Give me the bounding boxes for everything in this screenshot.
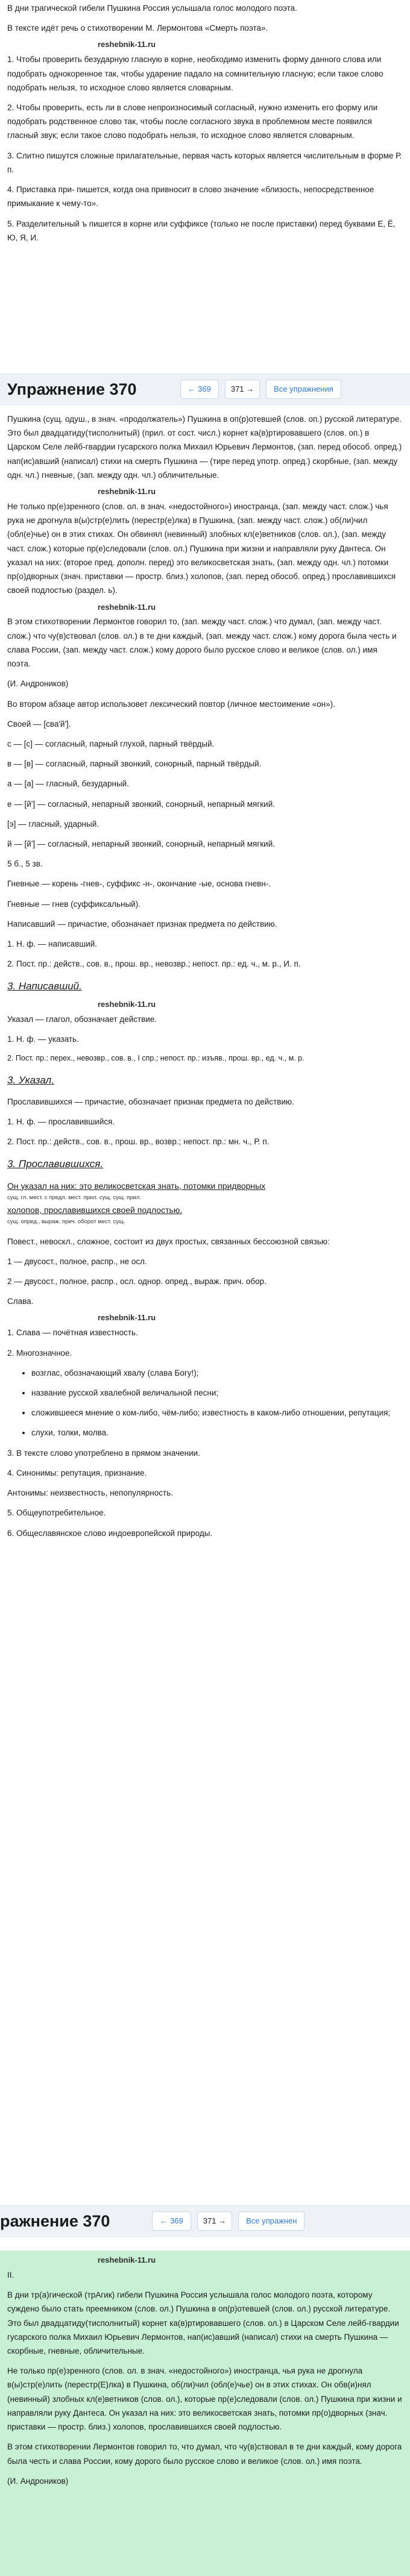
part-number: II. bbox=[7, 2270, 14, 2280]
lexical-meaning: 1. Слава — почётная известность. bbox=[7, 1328, 138, 1338]
meanings-list bbox=[7, 1366, 403, 1440]
rule-1: 1. Чтобы проверить безударную гласную в корне, необходимо изменить форму данного слова или подобрать однокоренное так, чтобы ударение падало на сомнительную гласную; если такое слово подобрать нельзя, то исходное слово является словарным. bbox=[7, 55, 383, 92]
sentence-part-1: 1 — двусост., полное, распр., не осл. bbox=[7, 1256, 147, 1266]
answer-paragraph: Не только пр(е)зренного (слов. ол. в знач. «недостойного») иностранца, чья рука не дрогнула в(ы)стр(е)лить (перестр(Е)лка) в Пушкина, об(ли)чил (обл(е)чье) он в этих стихах. Он обв(и)нял (невинный) злобных кл(е)ветников (слов. ол.), которые пр(е)следовали (слов. ол.) Пушкина при жизни и направляли руку Дантеса. Он указал на них: это великосветская знать, потомки пр(о)дворных (знач. приставки — простр. близ.) холопов, прославившихся своей подлостью. bbox=[7, 2366, 402, 2432]
prev-exercise-button[interactable]: ← 369 bbox=[180, 380, 219, 399]
watermark: reshebnik-11.ru bbox=[98, 2255, 156, 2264]
phonetic-word: Своей — [сва'й']. bbox=[7, 719, 71, 729]
watermark: reshebnik-11.ru bbox=[98, 602, 156, 612]
list-item: • сложившееся мнение о ком-либо, чём-либо; известность в каком-либо отношении, репутация; bbox=[31, 1406, 403, 1420]
author: (И. Андроников) bbox=[7, 679, 69, 689]
annot-labels: сущ. гл. мест. с предл. мест. прил. сущ. сущ. прил. bbox=[7, 1194, 141, 1201]
text-topic: В тексте идёт речь о стихотворении М. Лермонтова «Смерть поэта». bbox=[7, 24, 268, 33]
exercise-title: Упражнение 370 bbox=[7, 380, 137, 398]
phonetic-item: с — [с] — согласный, парный глухой, парный твёрдый. bbox=[7, 739, 215, 748]
phonetic-item: [э] — гласный, ударный. bbox=[7, 819, 99, 829]
exercise-nav-bar-2 bbox=[0, 2205, 410, 2237]
answer-paragraph: В дни тр(а)гической (трАгик) гибели Пушкина Россия услышала голос молодого поэта, которому суждено было стать преемником (слов. ол.) Пушкина в оп(р)отевшей (слов. ол.) русской литературе. Это был двадцатиду(тисполнитый) корнет ка(в)ртировавшего (слов. ол.) в Царском Селе лейб-гвардии гусарского полка Михаил Юрьевич Лермонтов, нап(ис)авший (написал) стихи на смерть Пушкина — скорбные, гневные, обличительные. bbox=[7, 2290, 399, 2355]
intro-line: В дни трагической гибели Пушкина Россия услышала голос молодого поэта. bbox=[7, 4, 297, 13]
lexical-polysemy: 2. Многозначное. bbox=[7, 1348, 72, 1358]
rule-2: 2. Чтобы проверить, есть ли в слове непроизносимый согласный, нужно изменить его форму или подобрать родственное слово так, чтобы после согласного звука в проблемном месте появился гласный звук; если такое слово подобрать нельзя, то исходное слово является словарным. bbox=[7, 102, 378, 140]
lexical-antonyms: Антонимы: неизвестность, непопулярность. bbox=[7, 1488, 173, 1498]
morph-parse: 2. Пост. пр.: перех., невозвр., сов. в., I спр.; непост. пр.: изъяв., прош. вр., ед. ч., м. р. bbox=[7, 1054, 304, 1063]
morph-parse: 1. Н. ф. — прославившийся. bbox=[7, 1117, 115, 1127]
rule-3: 3. Слитно пишутся сложные прилагательные, первая часть которых является числительным в форме Р. п. bbox=[7, 151, 402, 174]
morph-word: 3. Прославившихся. bbox=[7, 1158, 104, 1170]
annot-sentence-part: холопов, прославившихся своей подлостью. bbox=[7, 1205, 183, 1215]
list-item: • слухи, толки, молва. bbox=[31, 1426, 403, 1440]
phonetic-item: в — [в] — согласный, парный звонкий, сонорный, парный твёрдый. bbox=[7, 759, 262, 769]
list-item: • название русской хвалебной величальной песни; bbox=[31, 1386, 403, 1400]
next-exercise-button-2[interactable]: 371 → bbox=[197, 2211, 232, 2231]
phonetic-item: е — [й'] — согласный, непарный звонкий, сонорный, непарный мягкий. bbox=[7, 799, 275, 809]
morph-parse: Написавший — причастие, обозначает признак предмета по действию. bbox=[7, 919, 277, 929]
sentence-part-2: 2 — двусост., полное, распр., осл. однор. опред., выраж. прич. обор. bbox=[7, 1277, 266, 1286]
word-formation: Гневные — гнев (суффиксальный). bbox=[7, 899, 140, 909]
sentence-description: Повест., невоскл., сложное, состоит из двух простых, связанных бессоюзной связью: bbox=[7, 1236, 330, 1246]
morph-parse: 1. Н. ф. — указать. bbox=[7, 1034, 79, 1044]
lexical-synonyms: 4. Синонимы: репутация, признание. bbox=[7, 1468, 147, 1478]
annot-sentence-part: Он указал на них: это великосветская знать, потомки придворных bbox=[7, 1180, 266, 1191]
morph-word: 3. Указал. bbox=[7, 1074, 54, 1086]
analysis-paragraph: Не только пр(е)зренного (слов. ол. в знач. «недостойного») иностранца, (зап. между част. слож.) чья рука не дрогнула в(ы)стр(е)лить (перестр(е)лка) в Пушкина, (зап. между част. слож.) об(ли)чил (обл(е)чье) он в этих стихах. Он обвинял (невинный) злобных кл(е)ветников (слов. ол.), (зап. между част. слож.) которые пр(е)следовали (слов. ол.) Пушкина при жизни и направляли руку Дантеса. Он указал на них: (второе пред. дополн. перед) это великосветская знать, (зап. между одн. чл.) потомки пр(о)дворных (знач. приставки — простр. близ.) холопов, (зап. перед обособ. опред.) прославившихся своей подлостью (раздел. ь). bbox=[7, 501, 396, 595]
analysis-paragraph: В этом стихотворении Лермонтов говорил то, (зап. между част. слож.) что думал, (зап. между част. слож.) что чу(в)ствовал (слов. ол.) в те дни каждый, (зап. между част. слож.) кому дорога была честь и слава России, (зап. между част. слож.) кому дорого было русское слово и великое (слов. ол.) имя поэта. bbox=[7, 617, 397, 669]
analysis-note: Во втором абзаце автор использовет лексический повтор (личное местоимение «он»). bbox=[7, 699, 335, 709]
syntax-annotation bbox=[7, 1179, 403, 1227]
morph-parse: 2. Пост. пр.: действ., сов. в., прош. вр., возвр.; непост. пр.: мн. ч., Р. п. bbox=[7, 1137, 270, 1147]
morph-parse: 1. Н. ф. — написавший. bbox=[7, 939, 98, 949]
lexical-usage: 3. В тексте слово употреблено в прямом значении. bbox=[7, 1448, 200, 1458]
answer-author: (И. Андроников) bbox=[7, 2476, 69, 2486]
phonetic-item: й — [й'] — согласный, непарный звонкий, сонорный, непарный мягкий. bbox=[7, 839, 276, 849]
exercise-title-2: ражнение 370 bbox=[0, 2211, 110, 2230]
next-exercise-button[interactable]: 371 → bbox=[225, 380, 260, 399]
lexical-word: Слава. bbox=[7, 1297, 34, 1306]
rule-5: 5. Разделительный ъ пишется в корне или суффиксе (только не после приставки) перед буквами Е, Ё, Ю, Я, И. bbox=[7, 219, 396, 242]
analysis-paragraph: Пушкина (сущ. одуш., в знач. «продолжатель») Пушкина в оп(р)отевшей (слов. оп.) русской литературе. Это был двадцатиду(тисполнитый) (прил. от сост. числ.) корнет ка(в)ртировавшего (слов. оп.) в Царском Селе лейб-гвардии гусарского полка Михаил Юрьевич Лермонтов, (зап. перед обособ. опред.) нап(ис)авший (написал) стихи на смерть Пушкина — (тире перед употр. опред.) скорбные, (зап. между одн. чл.) гневные, (зап. между одн. чл.) обличительные. bbox=[7, 415, 402, 480]
watermark: reshebnik-11.ru bbox=[98, 1313, 156, 1323]
watermark: reshebnik-11.ru bbox=[98, 999, 156, 1009]
phonetic-count: 5 б., 5 зв. bbox=[7, 859, 43, 869]
answer-paragraph: В этом стихотворении Лермонтов говорил то, что думал, что чу(в)ствовал в те дни каждый, кому дорога была честь и слава России, кому дорого было русское слово и великое (слов. ол.) имя поэта. bbox=[7, 2442, 402, 2466]
morph-parse: 2. Пост. пр.: действ., сов. в., прош. вр., невозвр.; непост. пр.: ед. ч., м. р., И. п. bbox=[7, 959, 301, 969]
answer-block bbox=[0, 2251, 410, 2576]
solution-content bbox=[7, 0, 403, 251]
lexical-origin: 6. Общеславянское слово индоевропейской природы. bbox=[7, 1528, 213, 1538]
watermark: reshebnik-11.ru bbox=[98, 487, 156, 497]
analysis-section bbox=[7, 412, 403, 1546]
lexical-register: 5. Общеупотребительное. bbox=[7, 1508, 106, 1518]
morph-parse: Прославившихся — причастие, обозначает признак предмета по действию. bbox=[7, 1097, 294, 1106]
annot-labels: сущ. опред., выраж. прич. оборот мест. сущ. bbox=[7, 1218, 125, 1226]
exercise-nav-bar bbox=[0, 374, 410, 405]
all-exercises-button-2[interactable]: Все упражнен bbox=[238, 2211, 304, 2231]
phonetic-item: а — [а] — гласный, безударный. bbox=[7, 779, 129, 789]
morph-parse: Указал — глагол, обозначает действие. bbox=[7, 1014, 157, 1024]
morph-word: 3. Написавший. bbox=[7, 980, 82, 992]
morpheme-parse: Гневные — корень -гнев-, суффикс -н-, окончание -ые, основа гневн-. bbox=[7, 879, 271, 889]
rule-4: 4. Приставка при- пишется, когда она привносит в слово значение «близость, непосредственное примыкание к чему-то». bbox=[7, 185, 374, 208]
list-item: • возглас, обозначающий хвалу (слава Богу!); bbox=[31, 1366, 403, 1380]
watermark: reshebnik-11.ru bbox=[98, 40, 156, 49]
prev-exercise-button-2[interactable]: ← 369 bbox=[152, 2211, 191, 2231]
all-exercises-button[interactable]: Все упражнения bbox=[266, 380, 341, 399]
